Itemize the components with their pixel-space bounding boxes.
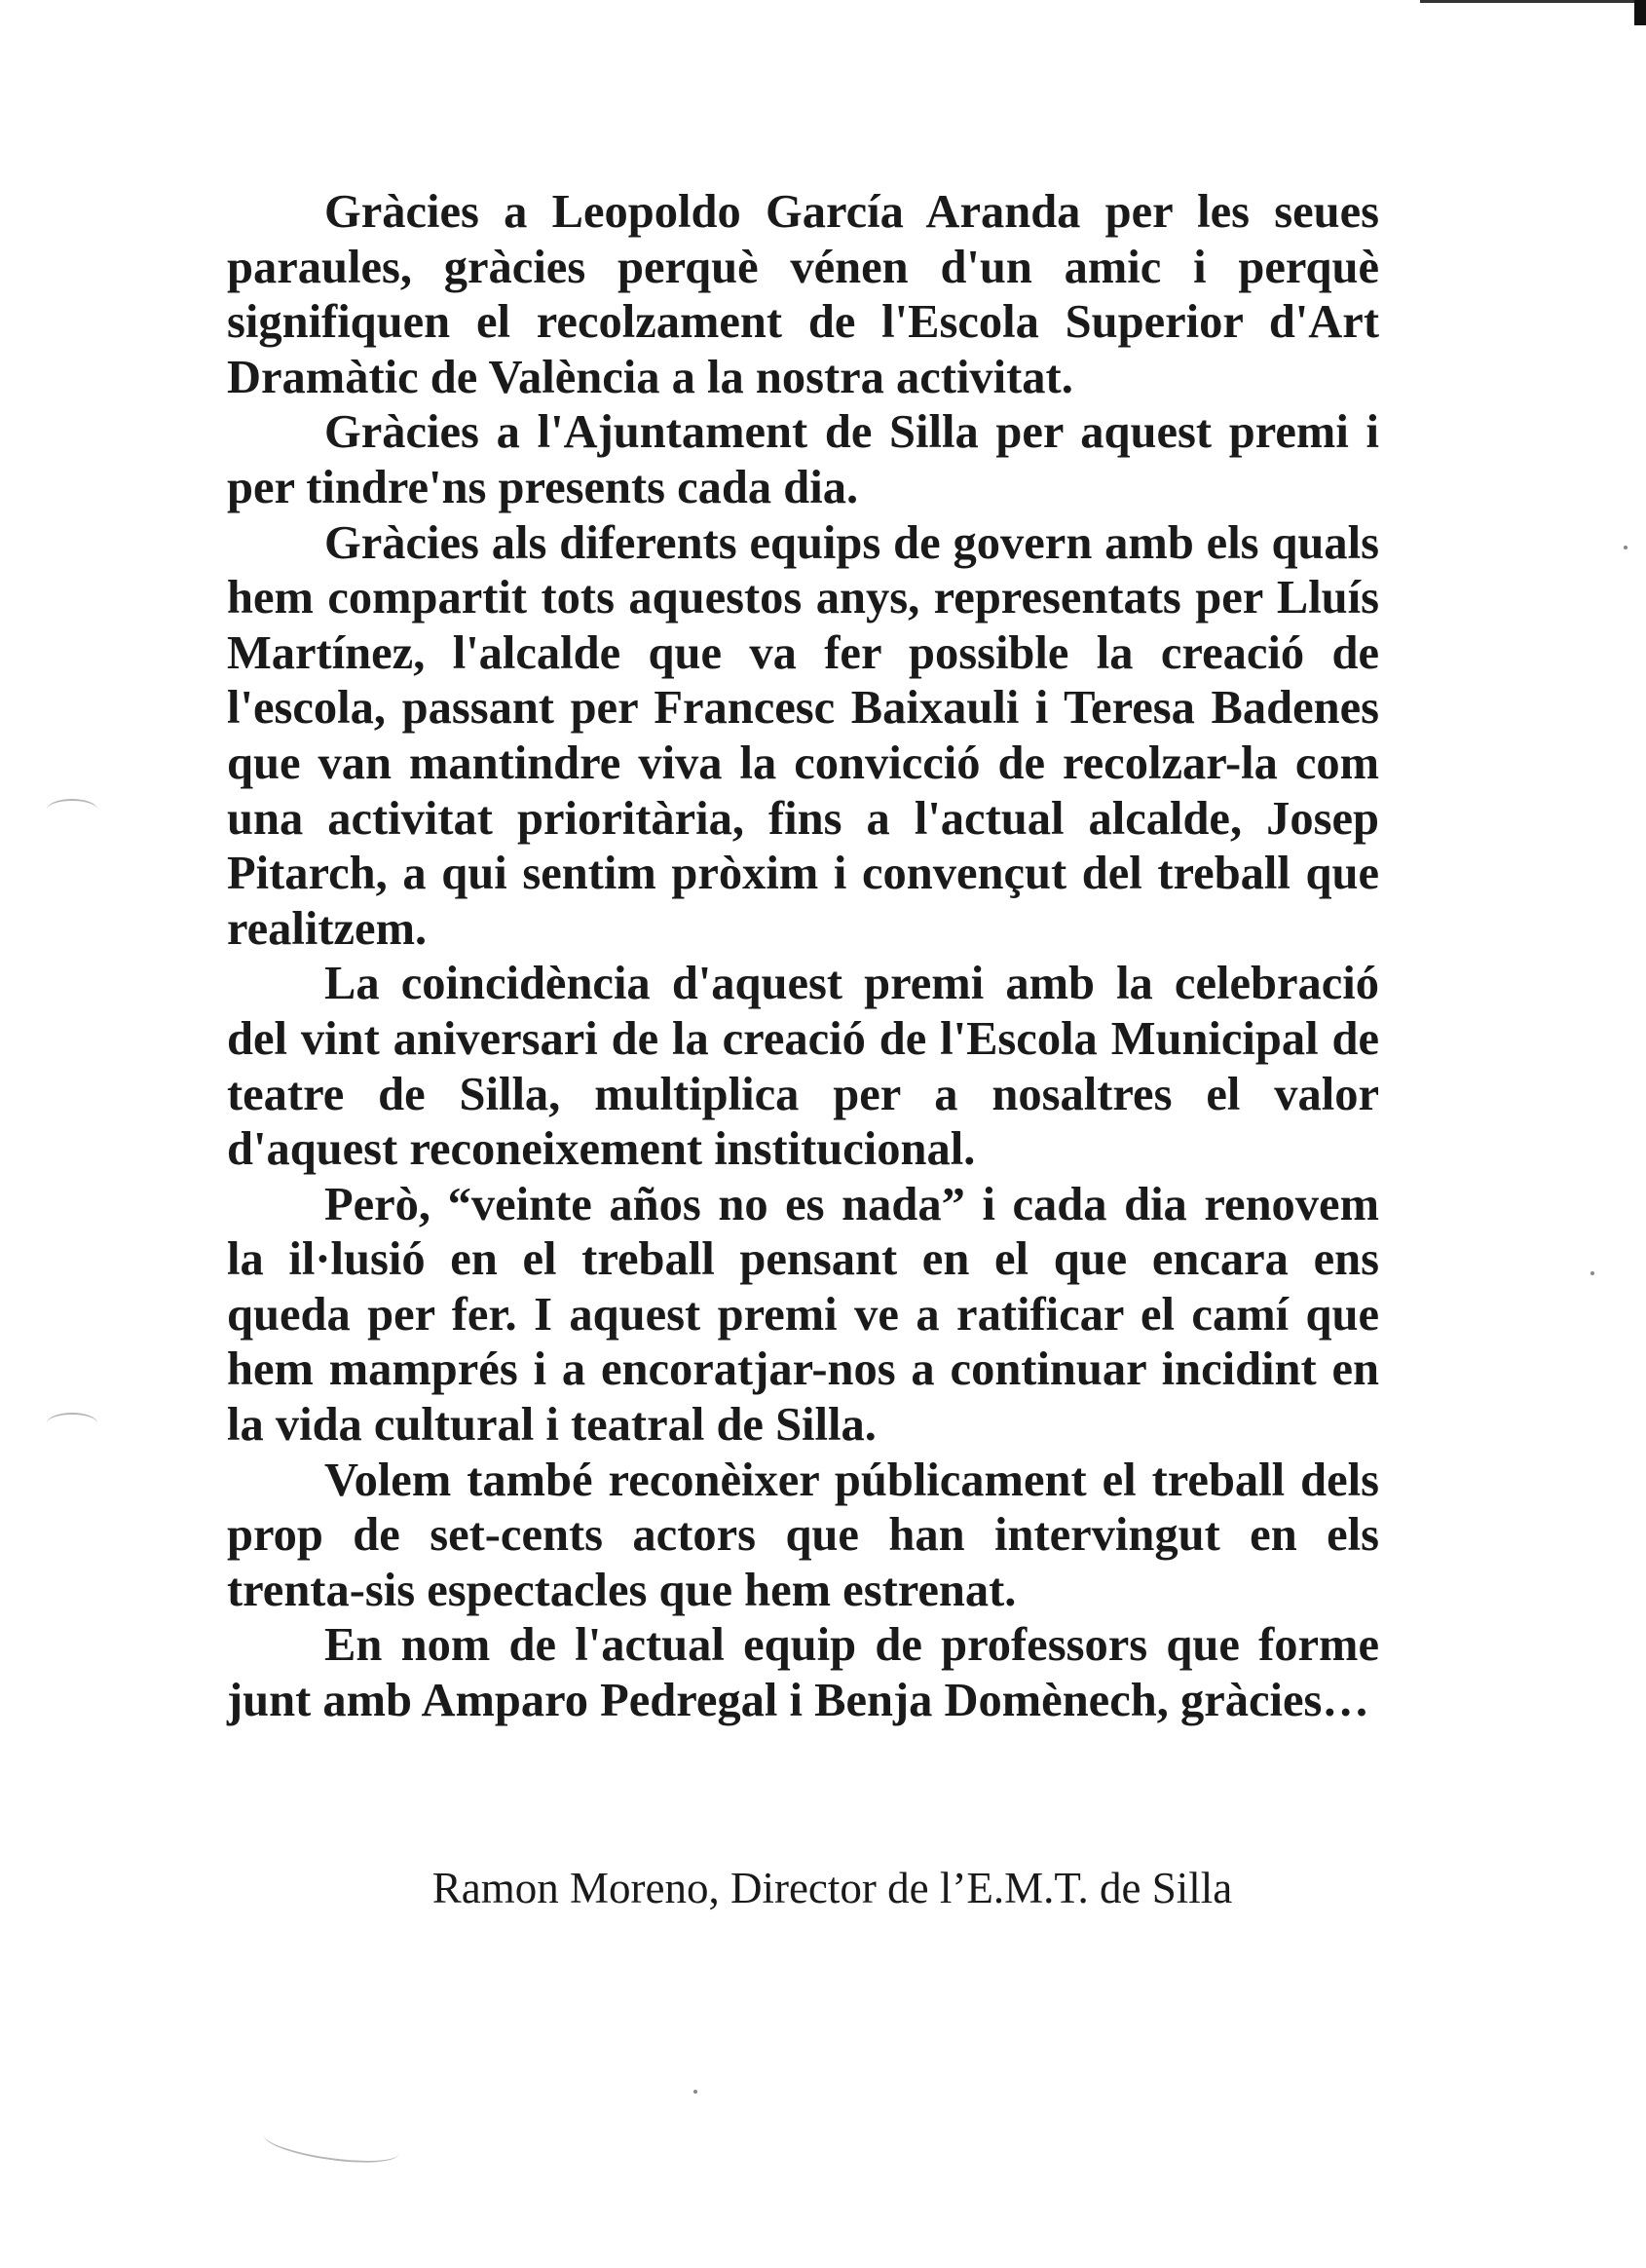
paragraph: La coincidència d'aquest premi amb la celebració del vint aniversari de la creació de l'Escola Municipal de teatre de Silla, multiplica per a nosaltres el valor d'aquest reconeixement institucional. <box>227 958 1379 1176</box>
letter-body <box>227 185 1379 1729</box>
scan-speck <box>1590 1271 1594 1275</box>
paragraph: Però, “veinte años no es nada” i cada dia renovem la il·lusió en el treball pensant en el que encara ens queda per fer. I aquest premi ve a ratificar el camí que hem mamprés i a encoratjar-nos a continuar incidint en la vida cultural i teatral de Silla. <box>227 1178 1379 1452</box>
scan-edge-line <box>1420 0 1634 3</box>
scan-speck <box>1624 546 1627 549</box>
page-curl-mark <box>261 2119 400 2169</box>
signature: Ramon Moreno, Director de l’E.M.T. de Silla <box>431 1864 1233 1912</box>
punch-hole-mark-upper <box>47 799 97 820</box>
paragraph: Volem també reconèixer públicament el treball dels prop de set-cents actors que han intervingut en els trenta-sis espectacles que hem estrenat. <box>227 1454 1379 1616</box>
paragraph: Gràcies a Leopoldo García Aranda per les seues paraules, gràcies perquè vénen d'un amic i perquè signifiquen el recolzament de l'Escola Superior d'Art Dramàtic de València a la nostra activitat. <box>227 186 1379 403</box>
paragraph: Gràcies a l'Ajuntament de Silla per aquest premi i per tindre'ns presents cada dia. <box>227 406 1379 513</box>
scan-edge-mark <box>1634 0 1646 25</box>
scan-speck <box>693 2090 697 2094</box>
paragraph: Gràcies als diferents equips de govern amb els quals hem compartit tots aquestos anys, representats per Lluís Martínez, l'alcalde que va fer possible la creació de l'escola, passant per Francesc Baixauli i Teresa Badenes que van mantindre viva la convicció de recolzar-la com una activitat prioritària, fins a l'actual alcalde, Josep Pitarch, a qui sentim pròxim i convençut del treball que realitzem. <box>227 516 1379 955</box>
punch-hole-mark-lower <box>47 1413 97 1434</box>
paragraph: En nom de l'actual equip de professors que forme junt amb Amparo Pedregal i Benja Domènech, gràcies… <box>227 1619 1379 1727</box>
